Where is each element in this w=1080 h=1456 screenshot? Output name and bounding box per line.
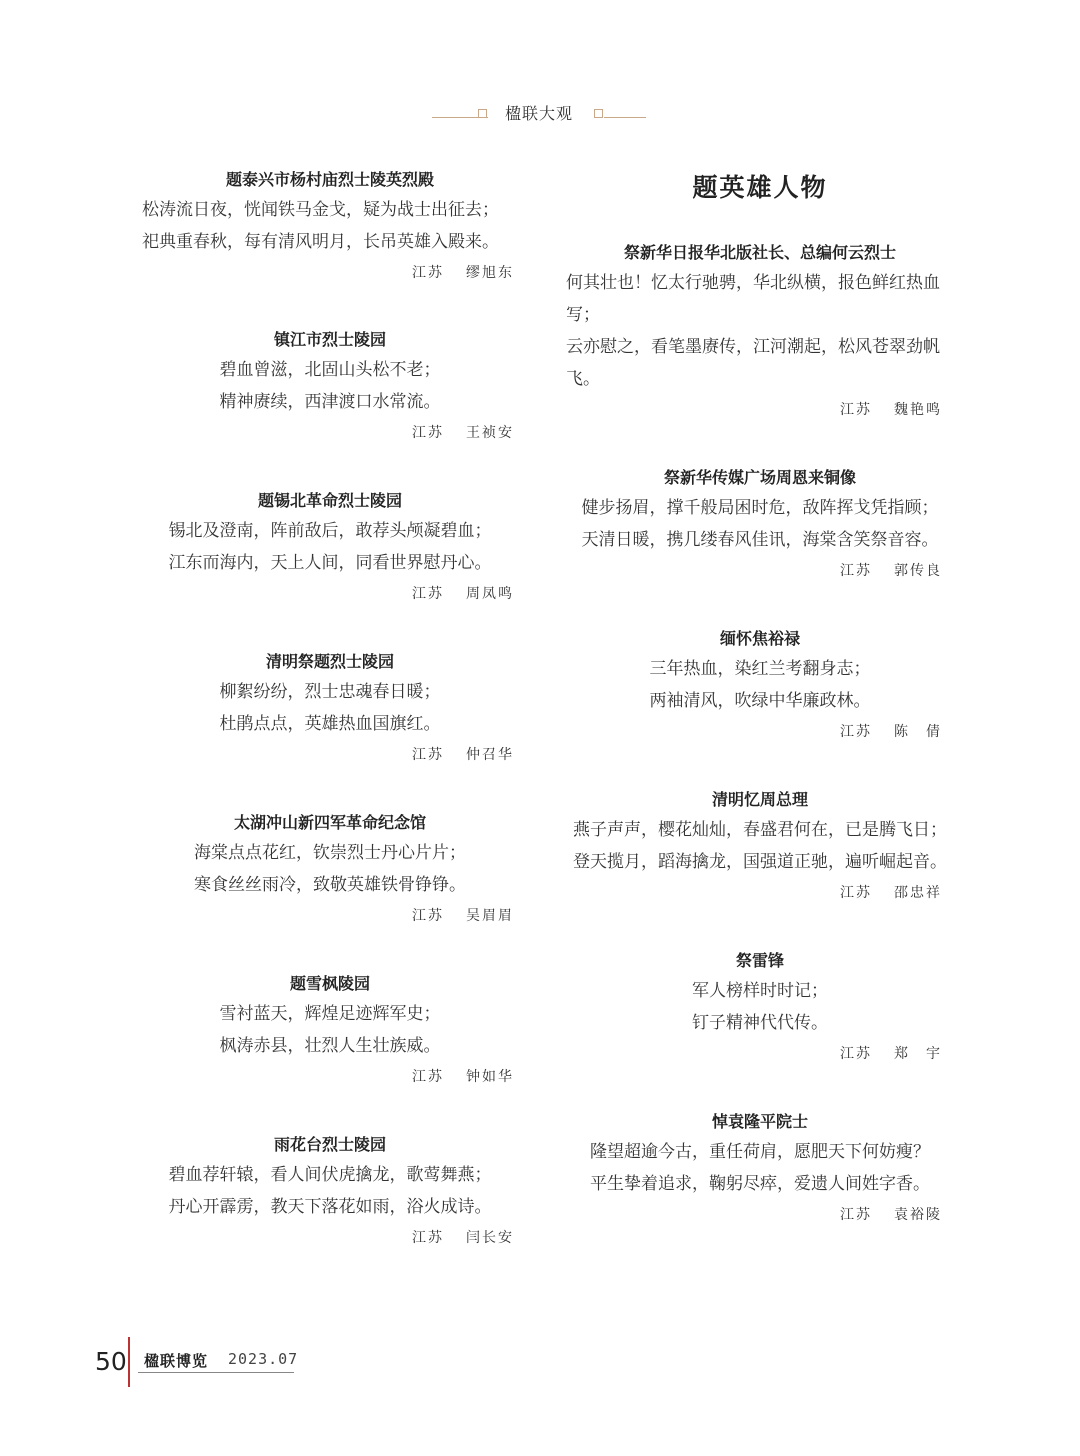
author-province: 江苏 (412, 265, 444, 281)
header-rule-right (604, 117, 646, 118)
couplet-title: 祭新华传媒广场周恩来铜像 (663, 468, 856, 487)
couplet (130, 487, 530, 609)
couplet-title: 祭新华日报华北版社长、总编何云烈士 (623, 243, 896, 262)
author-name: 郭传良 (894, 563, 942, 579)
couplet (130, 326, 530, 448)
couplet-line: 何其壮也！忆太行驰骋，华北纵横，报色鲜红热血写； (566, 273, 940, 325)
author-name: 仲召华 (466, 747, 514, 763)
couplet-line: 祀典重春秋，每有清风明月，长吊英雄入殿来。 (142, 232, 499, 252)
couplet-author (130, 1062, 530, 1092)
author-name: 袁裕陵 (894, 1207, 942, 1223)
couplet-title: 题锡北革命烈士陵园 (257, 491, 402, 510)
couplet-line: 云亦慰之，看笔墨赓传，江河潮起，松风苍翠劲帆飞。 (566, 337, 940, 389)
couplet-line: 江东而海内，天上人间，同看世界慰丹心。 (168, 553, 492, 573)
couplet (562, 1108, 958, 1230)
couplet (562, 464, 958, 586)
couplet-title: 题雪枫陵园 (289, 974, 370, 993)
couplet-line: 钉子精神代代传。 (692, 1013, 828, 1033)
couplet-author (562, 1039, 958, 1069)
author-province: 江苏 (412, 747, 444, 763)
couplet-line: 雪衬蓝天，辉煌足迹辉军史； (219, 1004, 441, 1024)
couplet-title: 缅怀焦裕禄 (719, 629, 800, 648)
couplet (562, 239, 958, 425)
couplet-title: 清明忆周总理 (711, 790, 808, 809)
couplet-line: 精神赓续，西津渡口水常流。 (219, 392, 441, 412)
page-header (0, 100, 1080, 124)
author-province: 江苏 (840, 885, 872, 901)
couplet-title: 雨花台烈士陵园 (273, 1135, 386, 1154)
couplet-line: 锡北及澄南，阵前敌后，敢荐头颅凝碧血； (168, 521, 492, 541)
couplet (562, 786, 958, 908)
couplet-author (562, 878, 958, 908)
couplet-author (130, 1223, 530, 1253)
couplet-author (130, 901, 530, 931)
author-province: 江苏 (840, 724, 872, 740)
couplet (130, 1131, 530, 1253)
couplet (130, 166, 530, 288)
author-province: 江苏 (840, 1046, 872, 1062)
author-name: 陈 倩 (894, 724, 942, 740)
author-province: 江苏 (412, 1230, 444, 1246)
couplet-line: 丹心开霹雳，教天下落花如雨，浴火成诗。 (168, 1197, 492, 1217)
couplet-author (130, 579, 530, 609)
couplet-line: 三年热血，染红兰考翻身志； (649, 659, 871, 679)
header-ornament-left (478, 109, 487, 118)
couplet-title: 祭雷锋 (735, 951, 784, 970)
author-province: 江苏 (412, 908, 444, 924)
couplet-line: 军人榜样时时记； (692, 981, 828, 1001)
couplet-title: 悼袁隆平院士 (711, 1112, 808, 1131)
couplet (130, 648, 530, 770)
author-name: 郑 宇 (894, 1046, 942, 1062)
author-province: 江苏 (840, 402, 872, 418)
couplet-author (562, 717, 958, 747)
page-number: 50 (95, 1347, 127, 1376)
author-province: 江苏 (840, 563, 872, 579)
author-name: 王祯安 (466, 425, 514, 441)
magazine-name: 楹联博览 (144, 1352, 209, 1370)
couplet-line: 柳絮纷纷，烈士忠魂春日暖； (219, 682, 441, 702)
couplet-title: 镇江市烈士陵园 (273, 330, 386, 349)
couplet-author (130, 740, 530, 770)
couplet-line: 登天揽月，蹈海擒龙，国强道正驰，遍听崛起音。 (573, 852, 947, 872)
footer-rule (138, 1372, 294, 1373)
couplet-author (562, 1200, 958, 1230)
couplet-line: 寒食丝丝雨冷，致敬英雄铁骨铮铮。 (194, 875, 466, 895)
issue-date: 2023.07 (228, 1350, 299, 1368)
author-province: 江苏 (840, 1207, 872, 1223)
author-province: 江苏 (412, 586, 444, 602)
couplet-author (562, 556, 958, 586)
couplet (130, 809, 530, 931)
header-ornament-right (594, 109, 603, 118)
couplet (562, 625, 958, 747)
couplet-line: 松涛流日夜，恍闻铁马金戈，疑为战士出征去； (142, 200, 499, 220)
couplet-author (130, 258, 530, 288)
author-name: 钟如华 (466, 1069, 514, 1085)
couplet-line: 隆望超逾今古，重任荷肩，愿肥天下何妨瘦？ (590, 1142, 930, 1162)
couplet-line: 燕子声声，樱花灿灿，春盛君何在，已是腾飞日； (573, 820, 947, 840)
author-province: 江苏 (412, 1069, 444, 1085)
footer-accent-bar (128, 1337, 130, 1387)
couplet-line: 两袖清风，吹绿中华廉政林。 (649, 691, 871, 711)
couplet-line: 枫涛赤县，壮烈人生壮族威。 (219, 1036, 441, 1056)
author-name: 吴眉眉 (466, 908, 514, 924)
author-name: 缪旭东 (466, 265, 514, 281)
couplet-line: 碧血曾滋，北固山头松不老； (219, 360, 441, 380)
couplet-line: 天清日暖，携几缕春风佳讯，海棠含笑祭音容。 (581, 530, 939, 550)
couplet-line: 碧血荐轩辕，看人间伏虎擒龙，歌莺舞燕； (168, 1165, 492, 1185)
couplet-author (130, 418, 530, 448)
couplet-author (562, 395, 958, 425)
author-name: 邵忠祥 (894, 885, 942, 901)
couplet-line: 平生挚着追求，鞠躬尽瘁，爱遗人间姓字香。 (590, 1174, 930, 1194)
author-province: 江苏 (412, 425, 444, 441)
column-title: 楹联大观 (505, 104, 574, 123)
couplet-title: 太湖冲山新四军革命纪念馆 (233, 813, 426, 832)
couplet-line: 健步扬眉，撑千般局困时危，敌阵挥戈凭指顾； (581, 498, 939, 518)
couplet-line: 海棠点点花红，钦崇烈士丹心片片； (194, 843, 466, 863)
author-name: 魏艳鸣 (894, 402, 942, 418)
author-name: 周凤鸣 (466, 586, 514, 602)
couplet (562, 947, 958, 1069)
couplet-title: 清明祭题烈士陵园 (265, 652, 394, 671)
author-name: 闫长安 (466, 1230, 514, 1246)
couplet (130, 970, 530, 1092)
section-title: 题英雄人物 (692, 173, 828, 202)
couplet-line: 杜鹃点点，英雄热血国旗红。 (219, 714, 441, 734)
couplet-title: 题泰兴市杨村庙烈士陵英烈殿 (225, 170, 434, 189)
